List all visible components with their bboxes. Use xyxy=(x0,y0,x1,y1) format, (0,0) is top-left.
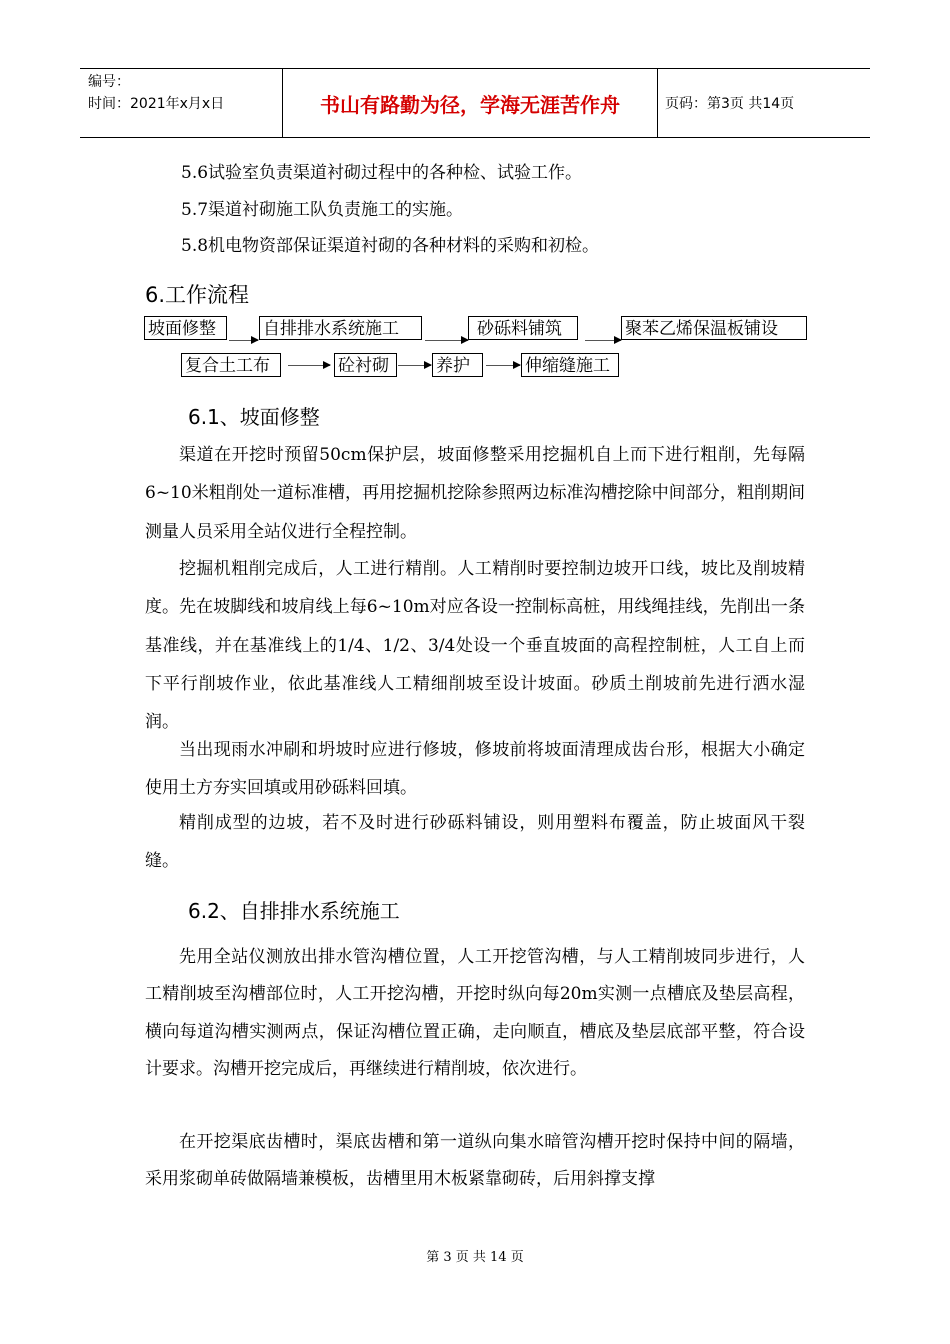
header-page-info: 页码：第3页 共14页 xyxy=(665,96,795,112)
header-motto: 书山有路勤为径，学海无涯苦作舟 xyxy=(320,92,620,117)
paragraph: 在开挖渠底齿槽时，渠底齿槽和第一道纵向集水暗管沟槽开挖时保持中间的隔墙，采用浆砌单砖做隔墙兼模板，齿槽里用木板紧靠砌砖，后用斜撑支撑 xyxy=(145,1132,805,1190)
paragraph: 先用全站仪测放出排水管沟槽位置，人工开挖管沟槽，与人工精削坡同步进行，人工精削坡至沟槽部位时，人工开挖沟槽，开挖时纵向每20m实测一点槽底及垫层高程，横向每道沟槽实测两点，保证沟槽位置正确，走向顺直，槽底及垫层底部平整，符合设计要求。沟槽开挖完成后，再继续进行精削坡，依次进行。 xyxy=(145,947,805,1079)
intro-line: 5.8机电物资部保证渠道衬砌的各种材料的采购和初检。 xyxy=(181,236,600,256)
section-title: 6.工作流程 xyxy=(145,283,250,307)
intro-line: 5.6试验室负责渠道衬砌过程中的各种检、试验工作。 xyxy=(181,163,583,183)
intro-line: 5.7渠道衬砌施工队负责施工的实施。 xyxy=(181,200,464,220)
subsection-title: 6.2、自排排水系统施工 xyxy=(188,899,400,923)
flow-step: 砼衬砌 xyxy=(334,353,397,377)
header-divider xyxy=(657,69,658,137)
flow-step: 自排排水系统施工 xyxy=(259,316,422,340)
flow-arrow xyxy=(425,340,468,341)
header-meta xyxy=(88,71,224,115)
flow-step: 砂砾料铺筑 xyxy=(468,316,578,340)
flow-step: 复合土工布 xyxy=(181,353,281,377)
date-label: 时间：2021年x月x日 xyxy=(88,96,225,112)
paragraph: 精削成型的边坡，若不及时进行砂砾料铺设，则用塑料布覆盖，防止坡面风干裂缝。 xyxy=(145,813,805,872)
flow-step: 养护 xyxy=(432,353,483,377)
flow-arrow xyxy=(486,365,520,366)
flow-arrow xyxy=(288,365,330,366)
paragraph: 当出现雨水冲刷和坍坡时应进行修坡，修坡前将坡面清理成齿台形，根据大小确定使用土方夯实回填或用砂砾料回填。 xyxy=(145,740,805,799)
page-header xyxy=(80,68,870,138)
flow-arrow xyxy=(229,340,258,341)
flow-arrow xyxy=(398,365,431,366)
flow-step: 伸缩缝施工 xyxy=(521,353,619,377)
flow-step: 聚苯乙烯保温板铺设 xyxy=(621,316,807,340)
flow-step: 坡面修整 xyxy=(144,316,227,340)
flow-arrow xyxy=(585,340,621,341)
paragraph: 挖掘机粗削完成后，人工进行精削。人工精削时要控制边坡开口线，坡比及削坡精度。先在坡脚线和坡肩线上每6~10m对应各设一控制标高桩，用线绳挂线，先削出一条基准线，并在基准线上的1/4、1/2、3/4处设一个垂直坡面的高程控制桩，人工自上而下平行削坡作业，依此基准线人工精细削坡至设计坡面。砂质土削坡前先进行洒水湿润。 xyxy=(145,559,805,733)
paragraph: 渠道在开挖时预留50cm保护层，坡面修整采用挖掘机自上而下进行粗削，先每隔6~10米粗削处一道标准槽，再用挖掘机挖除参照两边标准沟槽挖除中间部分，粗削期间测量人员采用全站仪进行全程控制。 xyxy=(145,445,805,542)
code-label: 编号： xyxy=(88,74,130,90)
subsection-title: 6.1、坡面修整 xyxy=(188,405,320,429)
page-footer: 第 3 页 共 14 页 xyxy=(426,1250,524,1265)
